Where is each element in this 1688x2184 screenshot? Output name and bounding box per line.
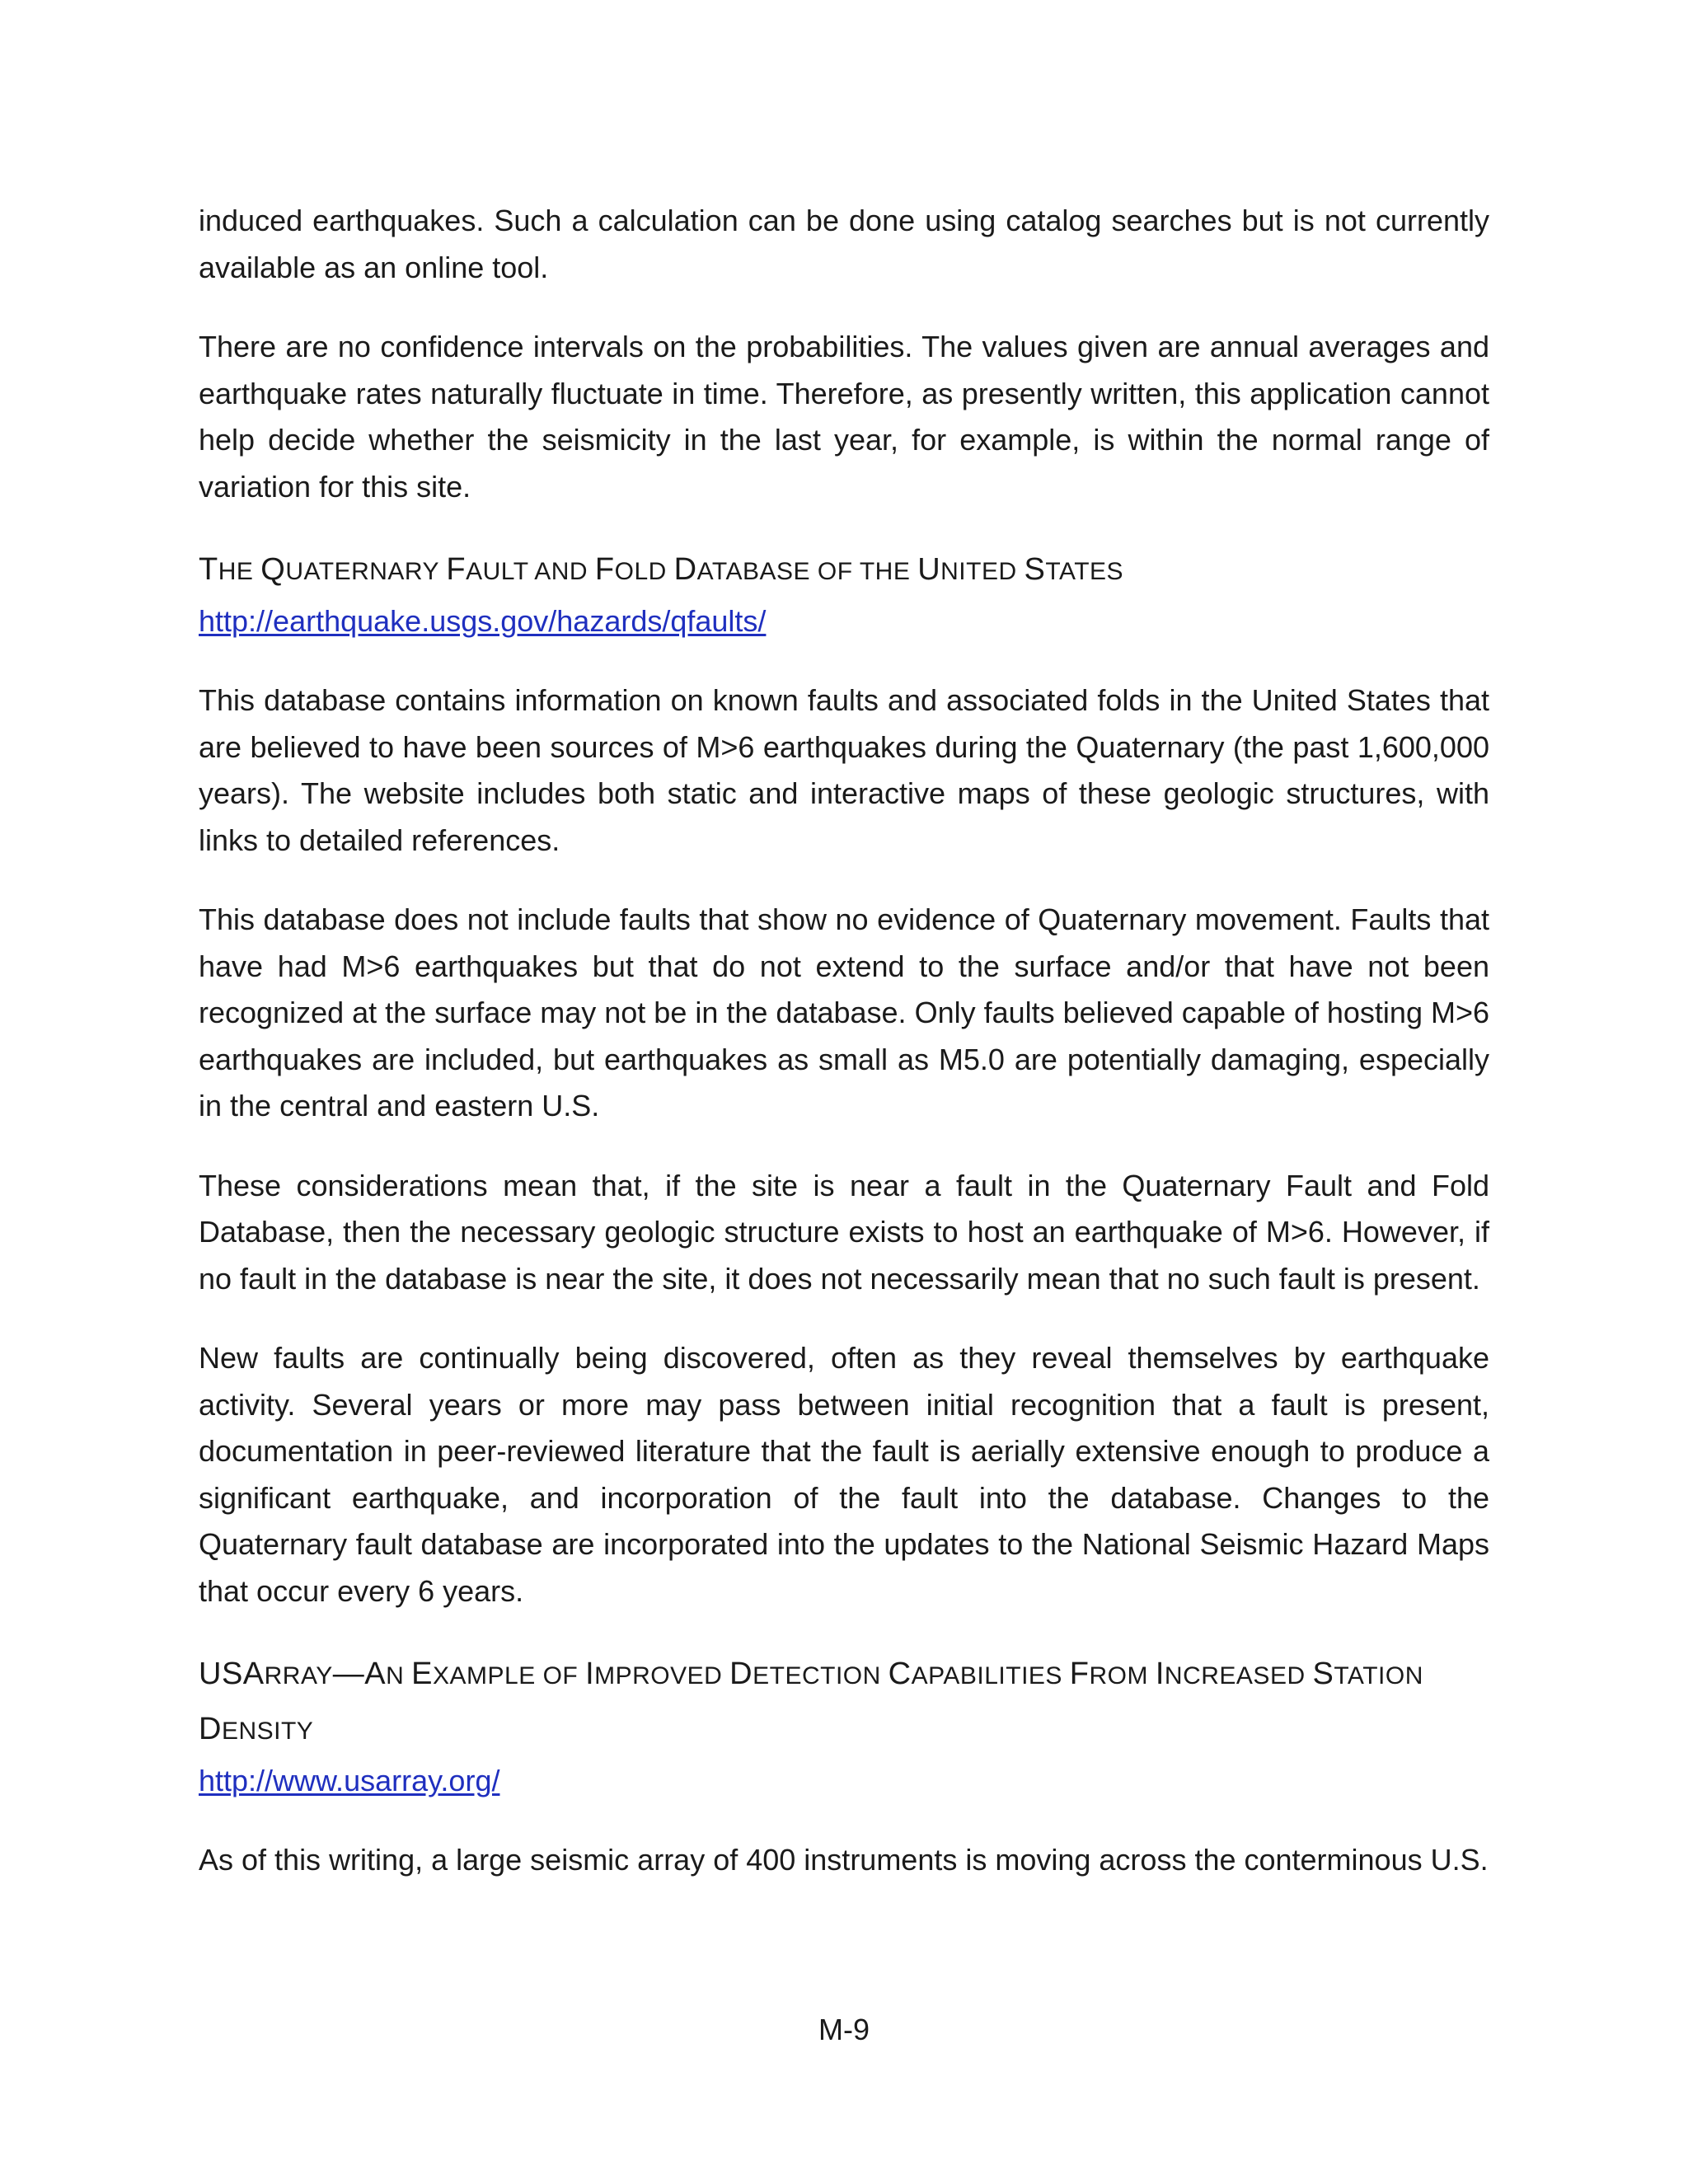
paragraph-new-faults: New faults are continually being discovered, often as they reveal themselves by earthquake activity. Several years or more may pass between initial recognition that a fault is present, documentation in peer-reviewed literature that the fault is aerially extensive enough to produce a significant earthquake, and incorporation of the fault into the database. Changes to the Quaternary fault database are incorporated into the updates to the National Seismic Hazard Maps that occur every 6 years. bbox=[199, 1341, 1489, 1608]
heading-word: IMPROVED bbox=[585, 1657, 723, 1691]
heading-word: USARRAY bbox=[199, 1657, 333, 1691]
heading-word: —AN bbox=[332, 1657, 405, 1691]
page-number: M-9 bbox=[818, 2013, 870, 2046]
paragraph-induced-earthquakes: induced earthquakes. Such a calculation can be done using catalog searches but is not currently available as an online tool. bbox=[199, 204, 1489, 284]
heading-word: THE bbox=[199, 552, 254, 587]
paragraph-seismic-array: As of this writing, a large seismic array of 400 instruments is moving across the conterminous U.S. bbox=[199, 1843, 1489, 1877]
heading-word: EXAMPLE bbox=[411, 1657, 536, 1691]
link-line-usarray bbox=[199, 1758, 1489, 1804]
heading-word: FOLD bbox=[594, 552, 667, 587]
heading-word: DATABASE bbox=[673, 552, 811, 587]
heading-word: UNITED bbox=[917, 552, 1017, 587]
paragraph-database-contents: This database contains information on known faults and associated folds in the United States that are believed to have been sources of M>6 earthquakes during the Quaternary (the past 1,600,000 years). The website includes both static and interactive maps of these geologic structures, with links to detailed references. bbox=[199, 683, 1489, 857]
heading-word: DENSITY bbox=[199, 1712, 314, 1746]
heading-word: OF bbox=[542, 1662, 579, 1690]
heading-word: STATION bbox=[1312, 1657, 1423, 1691]
section-heading-quaternary-fault-database bbox=[199, 543, 1489, 598]
link-line-qfaults bbox=[199, 598, 1489, 644]
paragraph-database-limitations: This database does not include faults that show no evidence of Quaternary movement. Faults that have had M>6 earthquakes but that do not extend to the surface and/or that have not been recognized at the surface may not be in the database. Only faults believed capable of hosting M>6 earthquakes are included, but earthquakes as small as M5.0 are potentially damaging, especially in the central and eastern U.S. bbox=[199, 902, 1489, 1122]
heading-word: FROM bbox=[1069, 1657, 1149, 1691]
heading-word: DETECTION bbox=[729, 1657, 881, 1691]
heading-word: STATES bbox=[1024, 552, 1124, 587]
heading-word: INCREASED bbox=[1155, 1657, 1306, 1691]
heading-word: AND bbox=[534, 558, 588, 585]
heading-word: CAPABILITIES bbox=[888, 1657, 1062, 1691]
heading-word: QUATERNARY bbox=[260, 552, 439, 587]
document-page bbox=[199, 198, 1489, 1917]
heading-word: FAULT bbox=[446, 552, 529, 587]
paragraph-considerations: These considerations mean that, if the site is near a fault in the Quaternary Fault and Fold Database, then the necessary geologic structure exists to host an earthquake of M>6. However, if no fault in the database is near the site, it does not necessarily mean that no such fault is present. bbox=[199, 1168, 1489, 1296]
heading-word: OF bbox=[817, 558, 853, 585]
paragraph-confidence-intervals: There are no confidence intervals on the probabilities. The values given are annual averages and earthquake rates naturally fluctuate in time. Therefore, as presently written, this application cannot help decide whether the seismicity in the last year, for example, is within the normal range of variation for this site. bbox=[199, 330, 1489, 504]
heading-word: THE bbox=[859, 558, 911, 585]
usarray-link[interactable]: http://www.usarray.org/ bbox=[199, 1764, 500, 1797]
section-heading-usarray bbox=[199, 1647, 1489, 1758]
qfaults-link[interactable]: http://earthquake.usgs.gov/hazards/qfaults/ bbox=[199, 604, 767, 638]
